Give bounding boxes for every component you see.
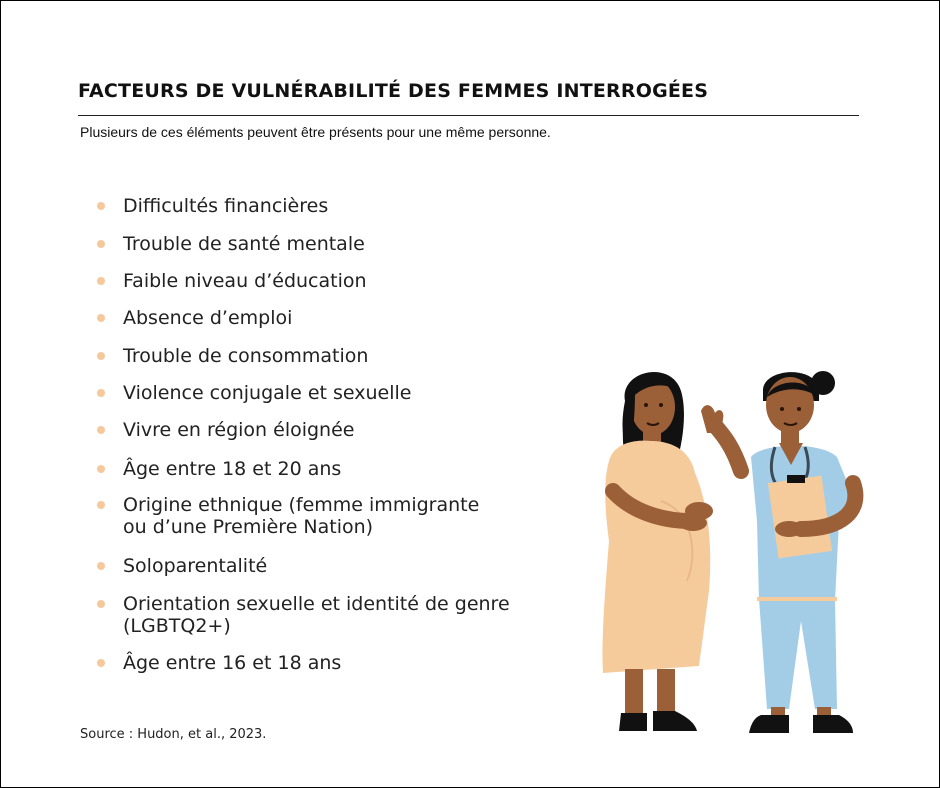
- list-item: Origine ethnique (femme immigrante: [123, 494, 480, 516]
- pregnant-woman-icon: [602, 372, 713, 731]
- list-item-continuation: ou d’une Première Nation): [123, 516, 374, 538]
- list-item: Absence d’emploi: [123, 307, 293, 329]
- bullet-icon: [97, 277, 105, 285]
- bullet-icon: [97, 465, 105, 473]
- list-item: Soloparentalité: [123, 555, 268, 577]
- page-title: FACTEURS DE VULNÉRABILITÉ DES FEMMES INTERROGÉES: [78, 80, 709, 102]
- list-item: Violence conjugale et sexuelle: [123, 382, 412, 404]
- bullet-icon: [97, 389, 105, 397]
- healthcare-illustration: [591, 361, 881, 741]
- bullet-icon: [97, 240, 105, 248]
- list-item: Âge entre 16 et 18 ans: [123, 652, 342, 674]
- list-item: Faible niveau d’éducation: [123, 270, 367, 292]
- list-item-continuation: (LGBTQ2+): [123, 615, 231, 637]
- nurse-icon: [701, 371, 859, 733]
- list-item: Trouble de consommation: [123, 345, 369, 367]
- list-item: Orientation sexuelle et identité de genre: [123, 593, 510, 615]
- bullet-icon: [97, 659, 105, 667]
- source-citation: Source : Hudon, et al., 2023.: [80, 727, 267, 742]
- bullet-icon: [97, 352, 105, 360]
- page-subtitle: Plusieurs de ces éléments peuvent être présents pour une même personne.: [80, 124, 551, 140]
- list-item: Difficultés financières: [123, 195, 329, 217]
- bullet-icon: [97, 562, 105, 570]
- bullet-icon: [97, 202, 105, 210]
- bullet-icon: [97, 600, 105, 608]
- list-item: Âge entre 18 et 20 ans: [123, 458, 342, 480]
- list-item: Trouble de santé mentale: [123, 233, 365, 255]
- bullet-icon: [97, 426, 105, 434]
- bullet-icon: [97, 314, 105, 322]
- list-item: Vivre en région éloignée: [123, 419, 355, 441]
- bullet-icon: [97, 501, 105, 509]
- title-divider: [78, 115, 859, 116]
